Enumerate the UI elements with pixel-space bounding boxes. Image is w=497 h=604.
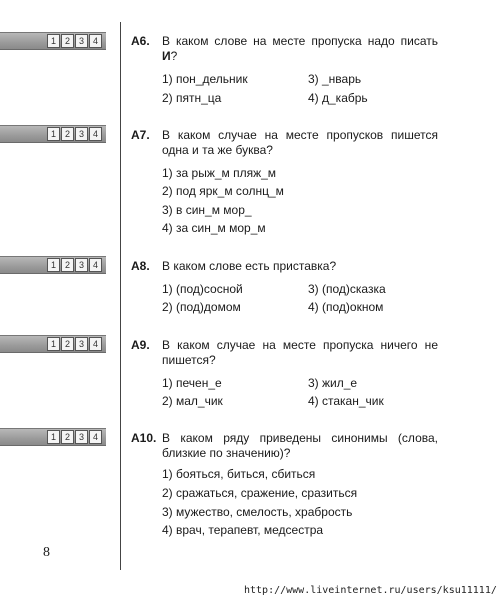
answer-box-4[interactable]: 4	[89, 127, 102, 141]
emphasized-letter: И	[162, 49, 171, 63]
question-text: В каком случае на месте пропусков пишется одна и та же буква?	[162, 128, 438, 157]
answer-option: 4) врач, терапевт, медсестра	[162, 523, 324, 537]
answer-option: 1) за рыж_м пляж_м	[162, 166, 277, 180]
question-number: А9.	[131, 338, 150, 352]
answer-option: 2) мал_чик	[162, 394, 223, 408]
answer-option: 2) сражаться, сражение, сразиться	[162, 486, 358, 500]
question-text: В каком ряду приведены синонимы (слова, близкие по значению)?	[162, 431, 438, 460]
margin-divider-line	[120, 22, 121, 570]
answer-option: 3) (под)сказка	[308, 282, 386, 296]
answer-box-2[interactable]: 2	[61, 258, 74, 272]
answer-option: 3) в син_м мор_	[162, 203, 252, 217]
question-text: В каком случае на месте пропуска ничего не пишется?	[162, 338, 438, 367]
answer-box-1[interactable]: 1	[47, 430, 60, 444]
question-number: А6.	[131, 34, 150, 48]
answer-option: 1) пон_дельник	[162, 72, 248, 86]
answer-box-3[interactable]: 3	[75, 258, 88, 272]
answer-option: 1) печен_е	[162, 376, 222, 390]
answer-box-3[interactable]: 3	[75, 430, 88, 444]
answer-option: 4) стакан_чик	[308, 394, 384, 408]
answer-box-4[interactable]: 4	[89, 258, 102, 272]
answer-boxes	[47, 430, 102, 444]
answer-box-1[interactable]: 1	[47, 127, 60, 141]
answer-bar-a6	[0, 32, 106, 50]
answer-bar-a7	[0, 125, 106, 143]
answer-bar-a8	[0, 256, 106, 274]
answer-box-4[interactable]: 4	[89, 337, 102, 351]
answer-option: 2) (под)домом	[162, 300, 241, 314]
question-number: А7.	[131, 128, 150, 142]
answer-bar-a10	[0, 428, 106, 446]
question-number: А10.	[131, 431, 157, 445]
answer-boxes	[47, 127, 102, 141]
answer-boxes	[47, 337, 102, 351]
answer-box-1[interactable]: 1	[47, 337, 60, 351]
answer-box-3[interactable]: 3	[75, 127, 88, 141]
answer-option: 4) за син_м мор_м	[162, 221, 266, 235]
answer-boxes	[47, 258, 102, 272]
answer-box-3[interactable]: 3	[75, 34, 88, 48]
answer-option: 2) пятн_ца	[162, 91, 222, 105]
answer-box-1[interactable]: 1	[47, 258, 60, 272]
answer-box-2[interactable]: 2	[61, 34, 74, 48]
answer-option: 1) бояться, биться, сбиться	[162, 467, 316, 481]
answer-option: 1) (под)сосной	[162, 282, 243, 296]
answer-box-1[interactable]: 1	[47, 34, 60, 48]
source-url[interactable]: http://www.liveinternet.ru/users/ksu11111/	[244, 585, 497, 596]
question-text: В каком слове на месте пропуска надо писать И?	[162, 34, 438, 63]
answer-boxes	[47, 34, 102, 48]
answer-box-3[interactable]: 3	[75, 337, 88, 351]
question-text: В каком слове есть приставка?	[162, 259, 337, 273]
answer-box-2[interactable]: 2	[61, 127, 74, 141]
answer-box-2[interactable]: 2	[61, 430, 74, 444]
answer-option: 3) мужество, смелость, храбрость	[162, 505, 353, 519]
answer-option: 3) жил_е	[308, 376, 358, 390]
page-number: 8	[43, 545, 50, 560]
answer-option: 4) (под)окном	[308, 300, 384, 314]
answer-box-4[interactable]: 4	[89, 34, 102, 48]
answer-bar-a9	[0, 335, 106, 353]
answer-option: 2) под ярк_м солнц_м	[162, 184, 284, 198]
question-number: А8.	[131, 259, 150, 273]
answer-box-2[interactable]: 2	[61, 337, 74, 351]
answer-option: 4) д_кабрь	[308, 91, 368, 105]
answer-option: 3) _нварь	[308, 72, 362, 86]
answer-box-4[interactable]: 4	[89, 430, 102, 444]
